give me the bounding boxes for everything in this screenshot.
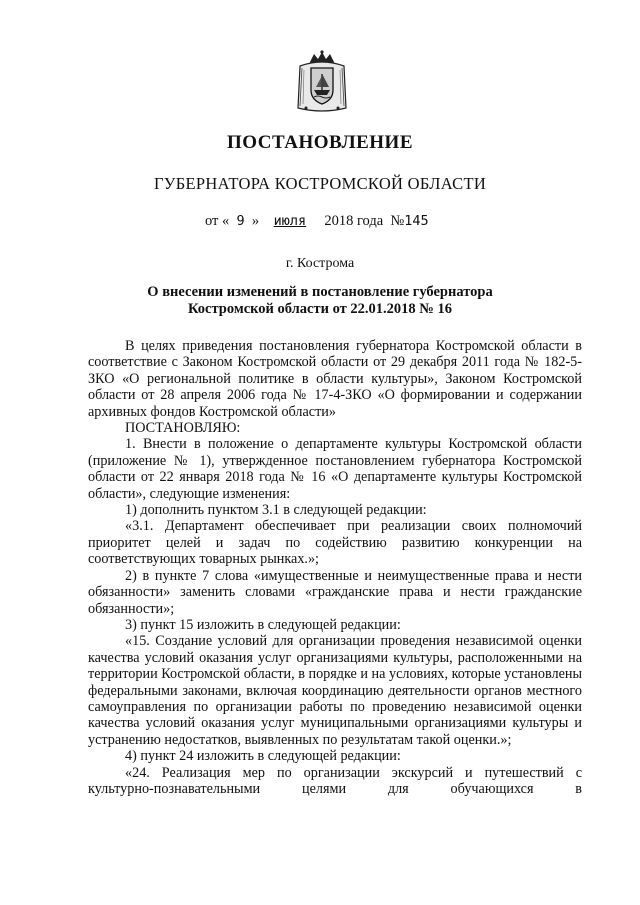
- date-month: июля: [273, 213, 307, 229]
- heading-line-1: О внесении изменений в постановление губернатора: [147, 284, 493, 300]
- document-title: ПОСТАНОВЛЕНИЕ: [226, 132, 414, 153]
- heading-line-2: Костромской области от 22.01.2018 № 16: [188, 301, 452, 317]
- paragraph: 1) дополнить пунктом 3.1 в следующей редакции:: [125, 502, 427, 519]
- paragraph: В целях приведения постановления губернатора Костромской области в соответствие с Законом Костромской области от 29 декабря 2011 года № 182-5-ЗКО «О региональной политике в области культуры», Законом Костромской области от 28 апреля 2006 года № 17-4-ЗКО «О формировании и содержании архивных фондов Костромской области»: [88, 338, 582, 420]
- paragraph: «24. Реализация мер по организации экскурсий и путешествий с культурно-познавательными целями для обучающихся в: [88, 764, 582, 797]
- number-sign: №: [390, 213, 405, 229]
- document-number: 145: [404, 213, 429, 229]
- date-day: 9: [236, 213, 245, 229]
- date-mid: »: [251, 213, 260, 229]
- document-issuer: ГУБЕРНАТОРА КОСТРОМСКОЙ ОБЛАСТИ: [153, 174, 487, 193]
- paragraph: 2) в пункте 7 слова «имущественные и неимущественные права и нести обязанности» заменить словами «гражданские права и нести гражданские обязанности»;: [88, 567, 582, 617]
- kostroma-coat-of-arms-icon: [296, 50, 348, 114]
- paragraph: 1. Внести в положение о департаменте культуры Костромской области (приложение № 1), утвержденное постановлением губернатора Костромской области от 22 января 2018 года № 16 «О департаменте культуры Костромской области», следующие изменения:: [88, 436, 582, 502]
- paragraph: «15. Создание условий для организации проведения независимой оценки качества условий оказания услуг организациями культуры, расположенными на территории Костромской области, в порядке и на условиях, которые установлены федеральными законами, включая координацию деятельности органов местного самоуправления по организации работы по проведению независимой оценки качества условий оказания услуг муниципальными организациями культуры и устранению недостатков, выявленных по результатам такой оценки.»;: [88, 633, 582, 748]
- paragraph: 3) пункт 15 изложить в следующей редакции:: [125, 616, 401, 633]
- date-prefix: от «: [205, 213, 230, 229]
- paragraph: 4) пункт 24 изложить в следующей редакции:: [125, 748, 401, 765]
- date-year: 2018 года: [324, 213, 384, 229]
- document-body: [88, 338, 582, 797]
- paragraph: ПОСТАНОВЛЯЮ:: [125, 420, 241, 437]
- document-heading: [0, 284, 640, 318]
- city: г. Кострома: [285, 256, 355, 271]
- paragraph: «3.1. Департамент обеспечивает при реализации своих полномочий приоритет целей и задач по содействию развитию конкуренции на соответствующих товарных рынках.»;: [88, 518, 582, 568]
- date-and-number-line: [205, 213, 429, 230]
